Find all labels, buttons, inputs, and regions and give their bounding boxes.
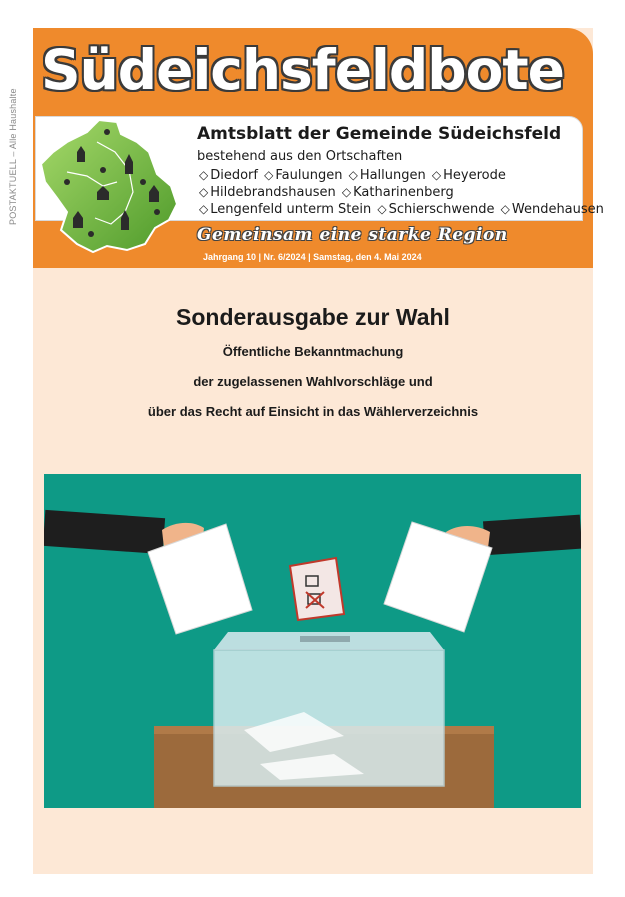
ort-name: Heyerode	[443, 168, 506, 183]
side-note-text: POSTAKTUELL – Alle Haushalte	[8, 88, 18, 225]
subline-2: der zugelassenen Wahlvorschläge und	[193, 374, 433, 389]
ort-name: Wendehausen	[511, 202, 604, 217]
masthead-title: Südeichsfeldbote	[41, 38, 564, 102]
diamond-icon: ◇	[500, 202, 510, 216]
newspaper-page	[33, 28, 604, 874]
diamond-icon: ◇	[348, 168, 358, 182]
side-note	[6, 35, 24, 225]
headline: Sonderausgabe zur Wahl	[176, 304, 450, 330]
orte-line	[197, 167, 604, 184]
orte-line	[197, 201, 604, 218]
subline-1: Öffentliche Bekanntmachung	[222, 344, 404, 359]
ort-name: Schierschwende	[388, 202, 495, 217]
ort-name: Diedorf	[210, 168, 258, 183]
orte-line	[197, 184, 604, 201]
amtsblatt-title: Amtsblatt der Gemeinde Südeichsfeld	[197, 124, 562, 144]
slogan: Gemeinsam eine starke Region	[197, 225, 508, 245]
masthead	[33, 28, 604, 268]
diamond-icon: ◇	[199, 168, 209, 182]
diamond-icon: ◇	[431, 168, 442, 182]
ortschaften-list	[197, 167, 604, 218]
bestehend-text: bestehend aus den Ortschaften	[197, 149, 403, 164]
ort-name: Faulungen	[275, 168, 343, 183]
ort-name: Katharinenberg	[353, 185, 454, 200]
diamond-icon: ◇	[341, 185, 352, 199]
ort-name: Hallungen	[359, 168, 426, 183]
diamond-icon: ◇	[377, 202, 387, 216]
issue-info: Jahrgang 10 | Nr. 6/2024 | Samstag, den 4. Mai 2024	[203, 252, 422, 262]
district-map-icon	[37, 112, 187, 258]
ballot-box-illustration	[44, 474, 581, 808]
diamond-icon: ◇	[264, 168, 274, 182]
subline-3: über das Recht auf Einsicht in das Wählerverzeichnis	[147, 404, 479, 419]
ort-name: Hildebrandshausen	[210, 185, 336, 200]
diamond-icon: ◇	[199, 185, 209, 199]
diamond-icon: ◇	[199, 202, 209, 216]
ort-name: Lengenfeld unterm Stein	[210, 202, 372, 217]
